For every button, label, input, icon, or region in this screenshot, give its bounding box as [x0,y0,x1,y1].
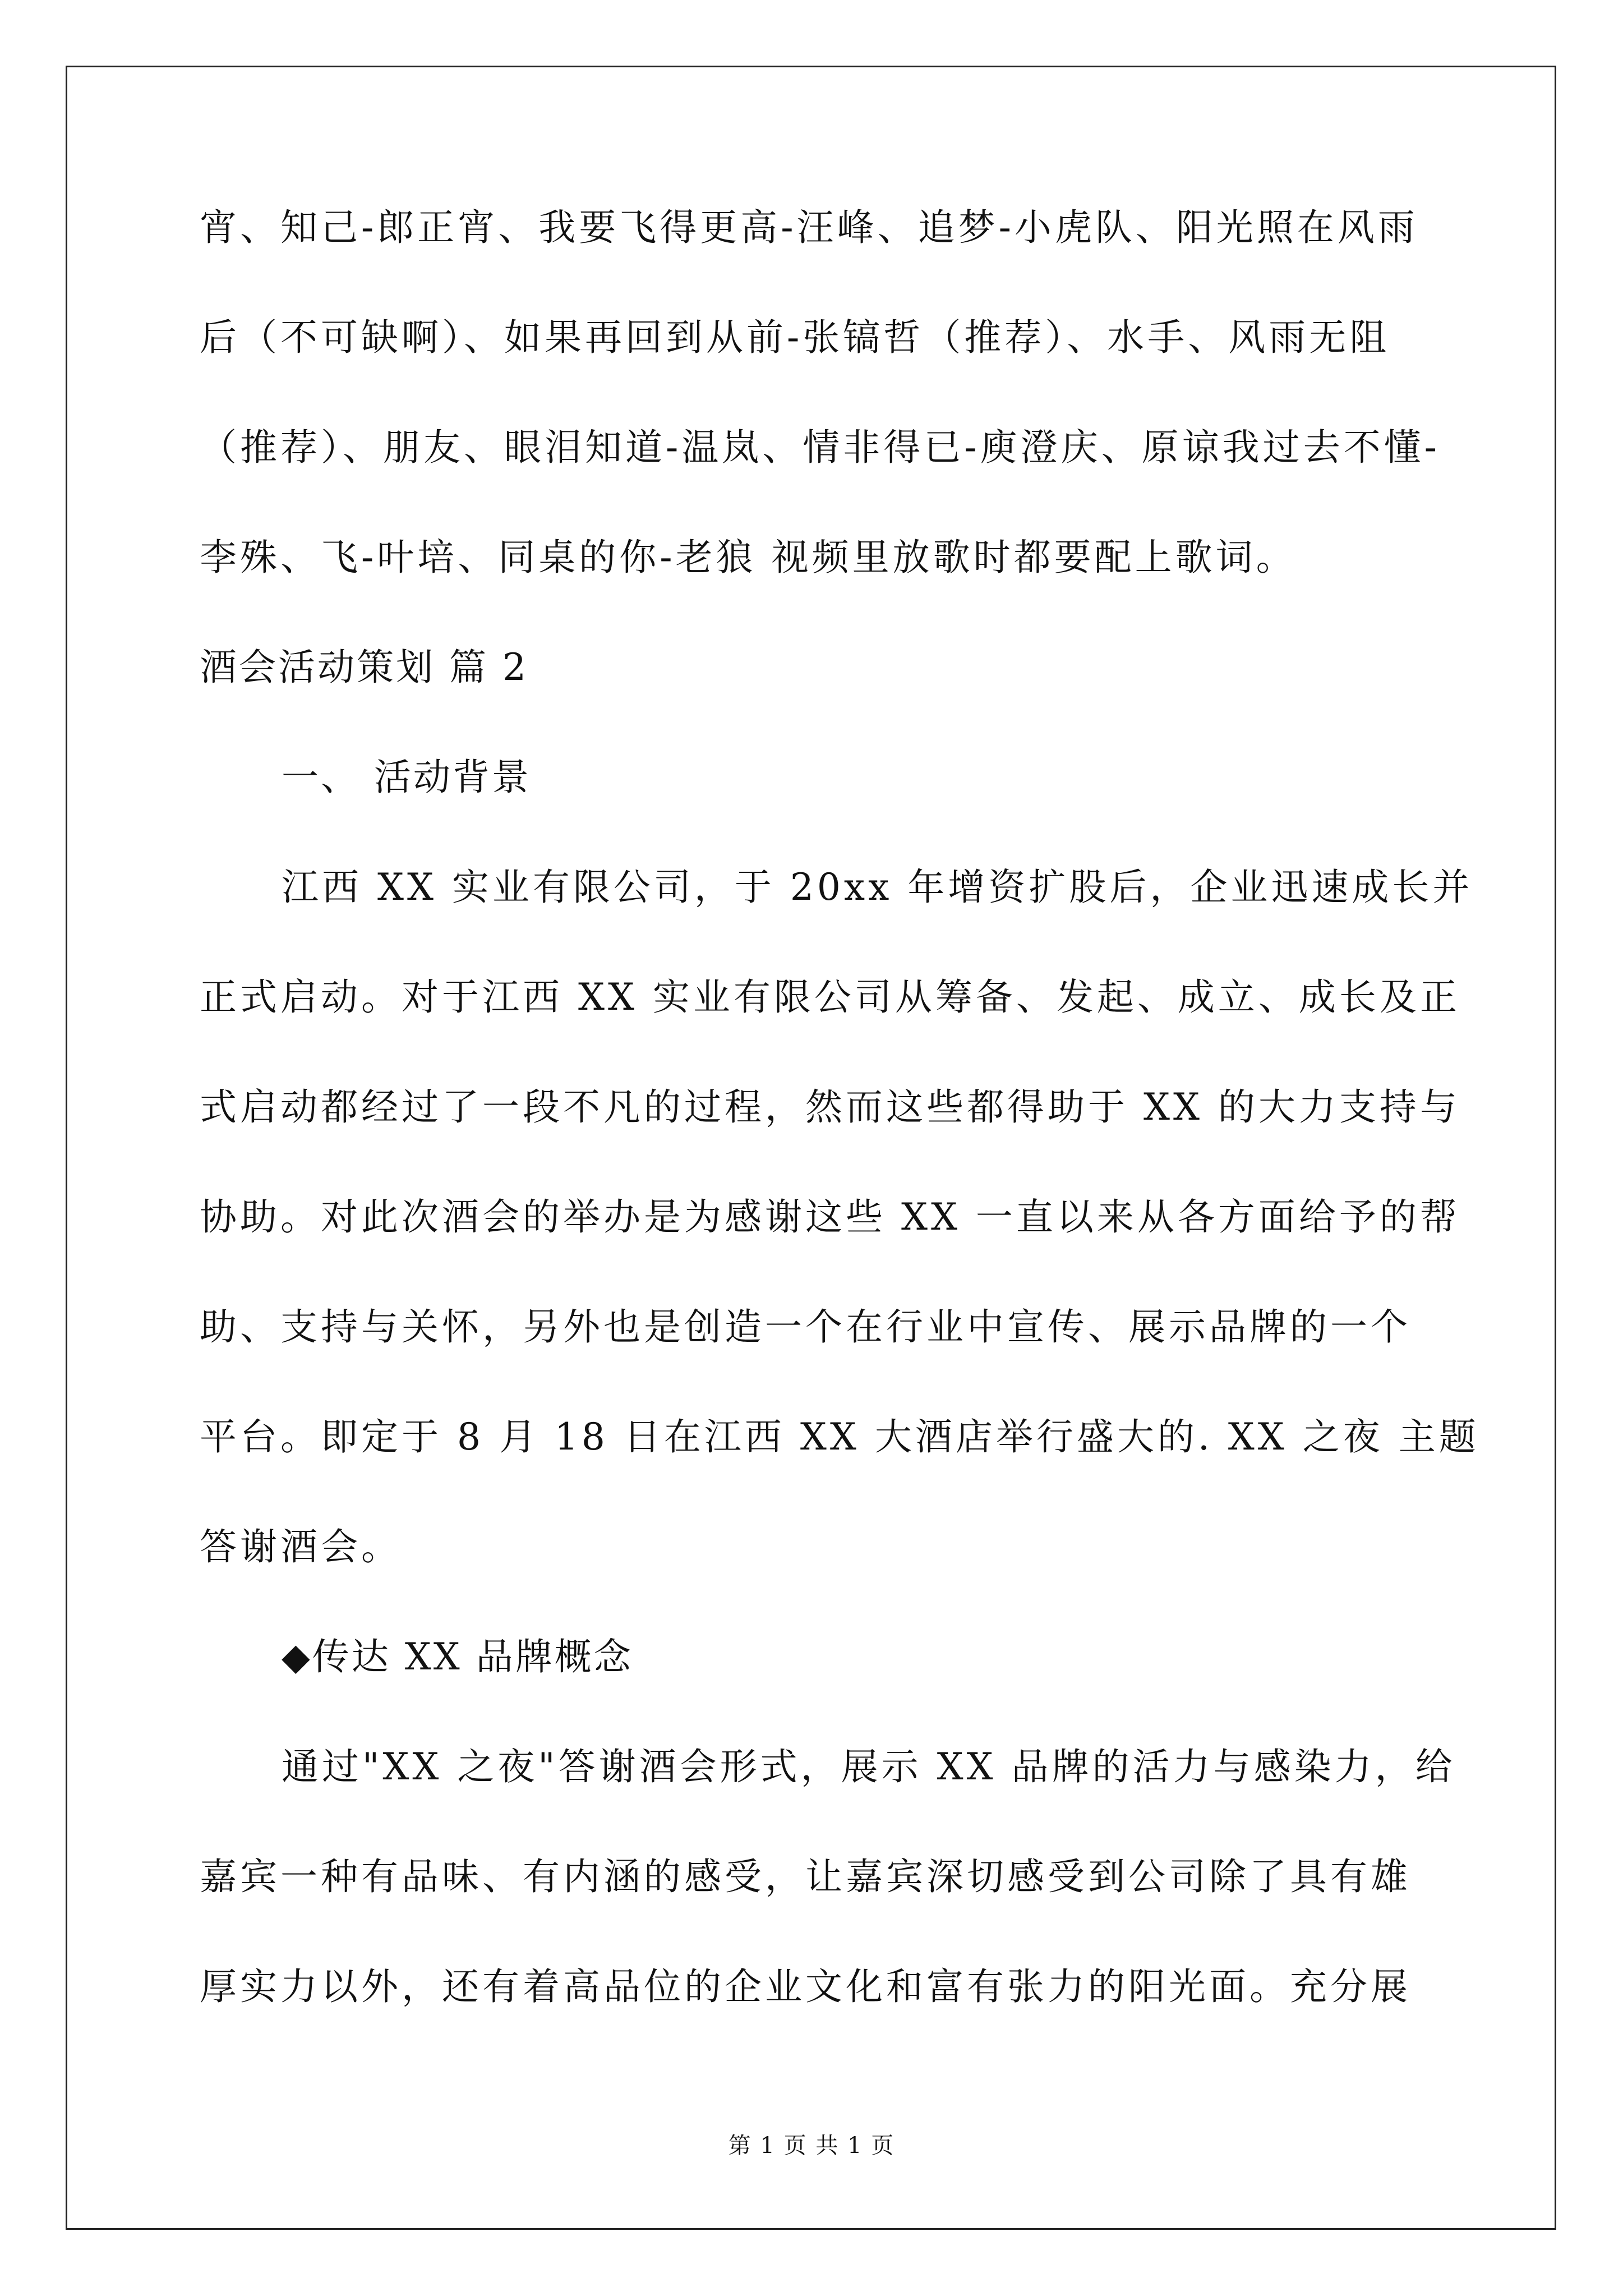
intro-paragraph [200,202,1440,583]
brand-paragraph [200,1741,1456,2013]
page-footer: 第 1 页 共 1 页 [728,2133,895,2159]
text-line: 式启动都经过了一段不凡的过程，然而这些都得助于 XX 的大力支持与 [200,1085,1460,1129]
section-title-block [200,642,1428,693]
subheading-brand-concept: ◆传达 XX 品牌概念 [282,1635,633,1678]
text-line: 通过"XX 之夜"答谢酒会形式，展示 XX 品牌的活力与感染力，给 [282,1745,1456,1788]
subheading-activity-background: 一、 活动背景 [282,756,531,799]
subheading-block-1 [200,752,1428,803]
text-line: （推荐）、朋友、眼泪知道-温岚、情非得已-庾澄庆、原谅我过去不懂- [200,426,1440,469]
text-line: 平台。即定于 8 月 18 日在江西 XX 大酒店举行盛大的. XX 之夜 主题 [200,1415,1479,1458]
subheading-block-2 [200,1631,1428,1683]
text-line: 协助。对此次酒会的举办是为感谢这些 XX 一直以来从各方面给予的帮 [200,1195,1460,1239]
text-line: 嘉宾一种有品味、有内涵的感受，让嘉宾深切感受到公司除了具有雄 [200,1855,1411,1898]
text-line: 助、支持与关怀，另外也是创造一个在行业中宣传、展示品牌的一个 [200,1305,1411,1349]
section-title: 酒会活动策划 篇 2 [200,646,528,689]
background-paragraph [200,862,1479,1573]
text-line: 李殊、飞-叶培、同桌的你-老狼 视频里放歌时都要配上歌词。 [200,536,1297,579]
text-line: 厚实力以外，还有着高品位的企业文化和富有张力的阳光面。充分展 [200,1965,1411,2008]
text-line: 答谢酒会。 [200,1525,402,1568]
text-line: 正式启动。对于江西 XX 实业有限公司从筹备、发起、成立、成长及正 [200,976,1460,1019]
text-line: 后（不可缺啊）、如果再回到从前-张镐哲（推荐）、水手、风雨无阻 [200,316,1390,359]
document-body [200,202,1479,2071]
text-line: 江西 XX 实业有限公司，于 20xx 年增资扩股后，企业迅速成长并 [282,866,1473,909]
text-line: 宵、知己-郎正宵、我要飞得更高-汪峰、追梦-小虎队、阳光照在风雨 [200,206,1418,249]
